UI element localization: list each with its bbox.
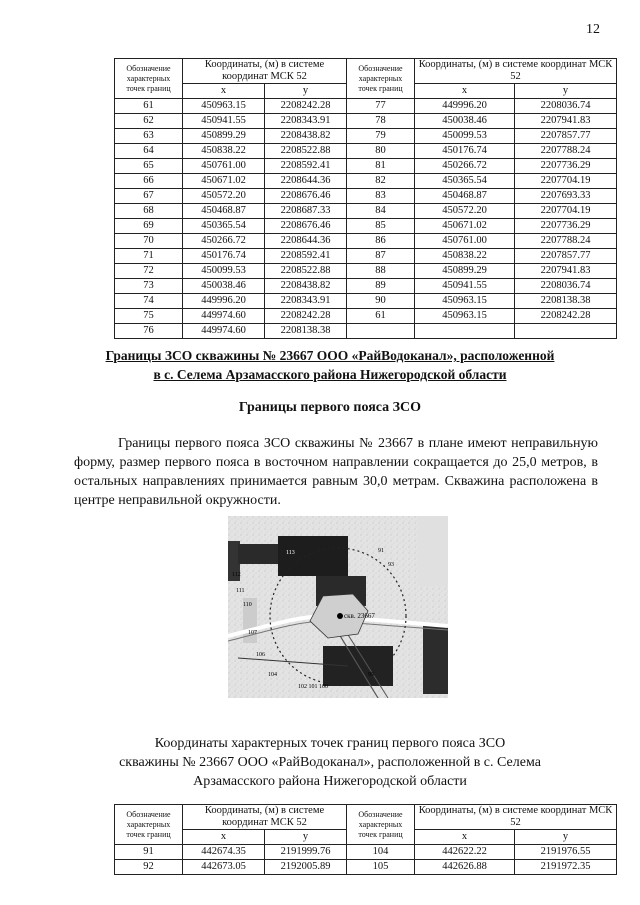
header-y: y — [265, 830, 347, 845]
table-cell-y2: 2208242.28 — [515, 309, 617, 324]
table-cell-n2: 104 — [347, 845, 415, 860]
table-cell-x1: 450365.54 — [183, 219, 265, 234]
table-cell-y2: 2207704.19 — [515, 174, 617, 189]
table-cell-n2: 84 — [347, 204, 415, 219]
table-cell-x2 — [415, 324, 515, 339]
section-heading-line-2: в с. Селема Арзамасского района Нижегородской области — [153, 367, 507, 382]
table-cell-y2: 2207857.77 — [515, 129, 617, 144]
table-cell-y1: 2208676.46 — [265, 189, 347, 204]
table-cell-n1: 92 — [115, 860, 183, 875]
svg-text:102 101 100: 102 101 100 — [298, 684, 328, 690]
caption-line-2: скважины № 23667 ООО «РайВодоканал», расположенной в с. Селема — [119, 755, 541, 770]
table-cell-x2: 450176.74 — [415, 144, 515, 159]
table-cell-y2: 2207857.77 — [515, 249, 617, 264]
table-cell-y1: 2208644.36 — [265, 234, 347, 249]
table-cell-y2: 2191976.55 — [515, 845, 617, 860]
table-cell-n1: 72 — [115, 264, 183, 279]
table-cell-n2: 80 — [347, 144, 415, 159]
table-cell-x1: 442673.05 — [183, 860, 265, 875]
table-row — [115, 189, 617, 204]
table-row — [115, 294, 617, 309]
table-row — [115, 234, 617, 249]
header-x: x — [183, 830, 265, 845]
table-cell-n1: 73 — [115, 279, 183, 294]
table-cell-n1: 65 — [115, 159, 183, 174]
table-cell-n2: 79 — [347, 129, 415, 144]
table-cell-y1: 2208242.28 — [265, 99, 347, 114]
table-cell-y1: 2208438.82 — [265, 279, 347, 294]
table-cell-x2: 450671.02 — [415, 219, 515, 234]
table-cell-y1: 2208644.36 — [265, 174, 347, 189]
table-row — [115, 144, 617, 159]
header-y: y — [515, 830, 617, 845]
table-row — [115, 204, 617, 219]
table-cell-y1: 2208343.91 — [265, 294, 347, 309]
table-cell-n1: 76 — [115, 324, 183, 339]
table-cell-x1: 450038.46 — [183, 279, 265, 294]
table-cell-y1: 2208242.28 — [265, 309, 347, 324]
table-cell-x2: 450365.54 — [415, 174, 515, 189]
header-coords: Координаты, (м) в системе координат МСК 52 — [183, 59, 347, 84]
svg-text:91: 91 — [378, 548, 384, 554]
table-row — [115, 174, 617, 189]
table-cell-x1: 450671.02 — [183, 174, 265, 189]
table-cell-n1: 75 — [115, 309, 183, 324]
header-y: y — [265, 84, 347, 99]
table-row — [115, 309, 617, 324]
header-y: y — [515, 84, 617, 99]
table-cell-x1: 449974.60 — [183, 309, 265, 324]
table-cell-y1: 2208687.33 — [265, 204, 347, 219]
page-number: 12 — [586, 22, 600, 37]
table-cell-y1: 2208592.41 — [265, 159, 347, 174]
header-coords: Координаты, (м) в системе координат МСК 52 — [415, 805, 617, 830]
table-cell-y1: 2191999.76 — [265, 845, 347, 860]
section-heading-line-1: Границы ЗСО скважины № 23667 ООО «РайВодоканал», расположенной — [105, 348, 555, 363]
table-cell-x2: 450266.72 — [415, 159, 515, 174]
table-cell-x1: 450838.22 — [183, 144, 265, 159]
table-cell-n1: 74 — [115, 294, 183, 309]
table-cell-n1: 71 — [115, 249, 183, 264]
table-row — [115, 114, 617, 129]
header-x: x — [183, 84, 265, 99]
table-cell-y1: 2192005.89 — [265, 860, 347, 875]
coordinates-table-2 — [114, 804, 617, 875]
table-cell-y2: 2207693.33 — [515, 189, 617, 204]
table-cell-x2: 449996.20 — [415, 99, 515, 114]
table-cell-x2: 450572.20 — [415, 204, 515, 219]
table-cell-x1: 450963.15 — [183, 99, 265, 114]
table-cell-n1: 66 — [115, 174, 183, 189]
table-row — [115, 845, 617, 860]
table-cell-x1: 450468.87 — [183, 204, 265, 219]
table-cell-y2: 2207788.24 — [515, 234, 617, 249]
table-row — [115, 279, 617, 294]
table-cell-n1: 69 — [115, 219, 183, 234]
table-cell-y2: 2208036.74 — [515, 99, 617, 114]
table-cell-x2: 450963.15 — [415, 309, 515, 324]
table-cell-y2: 2207941.83 — [515, 114, 617, 129]
table-cell-n2: 89 — [347, 279, 415, 294]
table-cell-x2: 450963.15 — [415, 294, 515, 309]
svg-text:107: 107 — [248, 630, 257, 636]
table-cell-y2: 2207736.29 — [515, 159, 617, 174]
well-label: скв. 23667 — [344, 612, 375, 620]
coordinates-table-1 — [114, 58, 617, 339]
table-cell-n2: 105 — [347, 860, 415, 875]
svg-text:110: 110 — [243, 602, 252, 608]
table-row — [115, 264, 617, 279]
header-point-label: Обозначение характерных точек границ — [115, 805, 183, 845]
table-cell-x1: 450266.72 — [183, 234, 265, 249]
table-cell-n1: 67 — [115, 189, 183, 204]
header-x: x — [415, 830, 515, 845]
table-cell-x2: 450941.55 — [415, 279, 515, 294]
table-cell-n2: 88 — [347, 264, 415, 279]
svg-text:112: 112 — [232, 572, 241, 578]
table-cell-y1: 2208676.46 — [265, 219, 347, 234]
table-row — [115, 159, 617, 174]
table-cell-y2: 2191972.35 — [515, 860, 617, 875]
table-cell-x1: 450941.55 — [183, 114, 265, 129]
table-cell-y2 — [515, 324, 617, 339]
header-coords: Координаты, (м) в системе координат МСК 52 — [415, 59, 617, 84]
table-cell-n2: 86 — [347, 234, 415, 249]
table-cell-x1: 442674.35 — [183, 845, 265, 860]
table-cell-y1: 2208438.82 — [265, 129, 347, 144]
table-cell-n1: 91 — [115, 845, 183, 860]
table-cell-x2: 450761.00 — [415, 234, 515, 249]
table-row — [115, 129, 617, 144]
table-cell-n1: 61 — [115, 99, 183, 114]
well-marker-icon — [337, 613, 343, 619]
table-cell-x1: 450761.00 — [183, 159, 265, 174]
svg-text:104: 104 — [268, 672, 277, 678]
table-cell-x2: 450468.87 — [415, 189, 515, 204]
header-x: x — [415, 84, 515, 99]
table-cell-n2: 90 — [347, 294, 415, 309]
table-cell-x1: 450099.53 — [183, 264, 265, 279]
table-cell-y2: 2207788.24 — [515, 144, 617, 159]
table-cell-y1: 2208343.91 — [265, 114, 347, 129]
table-cell-n2: 77 — [347, 99, 415, 114]
table-cell-y1: 2208592.41 — [265, 249, 347, 264]
svg-text:93: 93 — [388, 562, 394, 568]
table-cell-x2: 450899.29 — [415, 264, 515, 279]
svg-text:106: 106 — [256, 652, 265, 658]
table-cell-x2: 450038.46 — [415, 114, 515, 129]
table-cell-n2: 61 — [347, 309, 415, 324]
table-cell-n2: 78 — [347, 114, 415, 129]
table-cell-n2: 83 — [347, 189, 415, 204]
table-row — [115, 219, 617, 234]
table-cell-x2: 442626.88 — [415, 860, 515, 875]
table-cell-y1: 2208522.88 — [265, 264, 347, 279]
table-row — [115, 99, 617, 114]
table-cell-x2: 450099.53 — [415, 129, 515, 144]
table-row — [115, 324, 617, 339]
caption-line-1: Координаты характерных точек границ первого пояса ЗСО — [154, 736, 506, 751]
table-cell-n1: 63 — [115, 129, 183, 144]
header-point-label: Обозначение характерных точек границ — [347, 805, 415, 845]
body-paragraph: Границы первого пояса ЗСО скважины № 23667 в плане имеют неправильную форму, размер первого пояса в восточном направлении сокращается до 25,0 метров, в остальных направлениях принимается равным 30,0 метрам. Скважина расположена в центре неправильной окружности. — [74, 436, 598, 508]
table-row — [115, 860, 617, 875]
table-cell-y2: 2208138.38 — [515, 294, 617, 309]
zone-map-image — [228, 516, 448, 698]
header-point-label: Обозначение характерных точек границ — [347, 59, 415, 99]
table-cell-x1: 450176.74 — [183, 249, 265, 264]
table-cell-n1: 70 — [115, 234, 183, 249]
table-cell-x1: 449996.20 — [183, 294, 265, 309]
table-cell-y2: 2208036.74 — [515, 279, 617, 294]
table-row — [115, 249, 617, 264]
table-cell-x1: 450899.29 — [183, 129, 265, 144]
table-cell-x2: 450838.22 — [415, 249, 515, 264]
table-cell-x1: 450572.20 — [183, 189, 265, 204]
table-cell-n2 — [347, 324, 415, 339]
header-point-label: Обозначение характерных точек границ — [115, 59, 183, 99]
table-cell-x1: 449974.60 — [183, 324, 265, 339]
caption-line-3: Арзамасского района Нижегородской области — [193, 774, 467, 789]
svg-text:111: 111 — [236, 588, 245, 594]
table-cell-y2: 2207736.29 — [515, 219, 617, 234]
table-cell-y2: 2207941.83 — [515, 264, 617, 279]
table-cell-n2: 85 — [347, 219, 415, 234]
header-coords: Координаты, (м) в системе координат МСК 52 — [183, 805, 347, 830]
subheading: Границы первого пояса ЗСО — [238, 400, 422, 415]
svg-text:95: 95 — [368, 672, 374, 678]
table-cell-n1: 68 — [115, 204, 183, 219]
table-cell-x2: 442622.22 — [415, 845, 515, 860]
table-cell-y2: 2207704.19 — [515, 204, 617, 219]
table-cell-n1: 62 — [115, 114, 183, 129]
table-cell-n1: 64 — [115, 144, 183, 159]
table-cell-y1: 2208138.38 — [265, 324, 347, 339]
table-cell-y1: 2208522.88 — [265, 144, 347, 159]
table-cell-n2: 81 — [347, 159, 415, 174]
table-cell-n2: 87 — [347, 249, 415, 264]
table-cell-n2: 82 — [347, 174, 415, 189]
svg-text:113: 113 — [286, 550, 295, 556]
